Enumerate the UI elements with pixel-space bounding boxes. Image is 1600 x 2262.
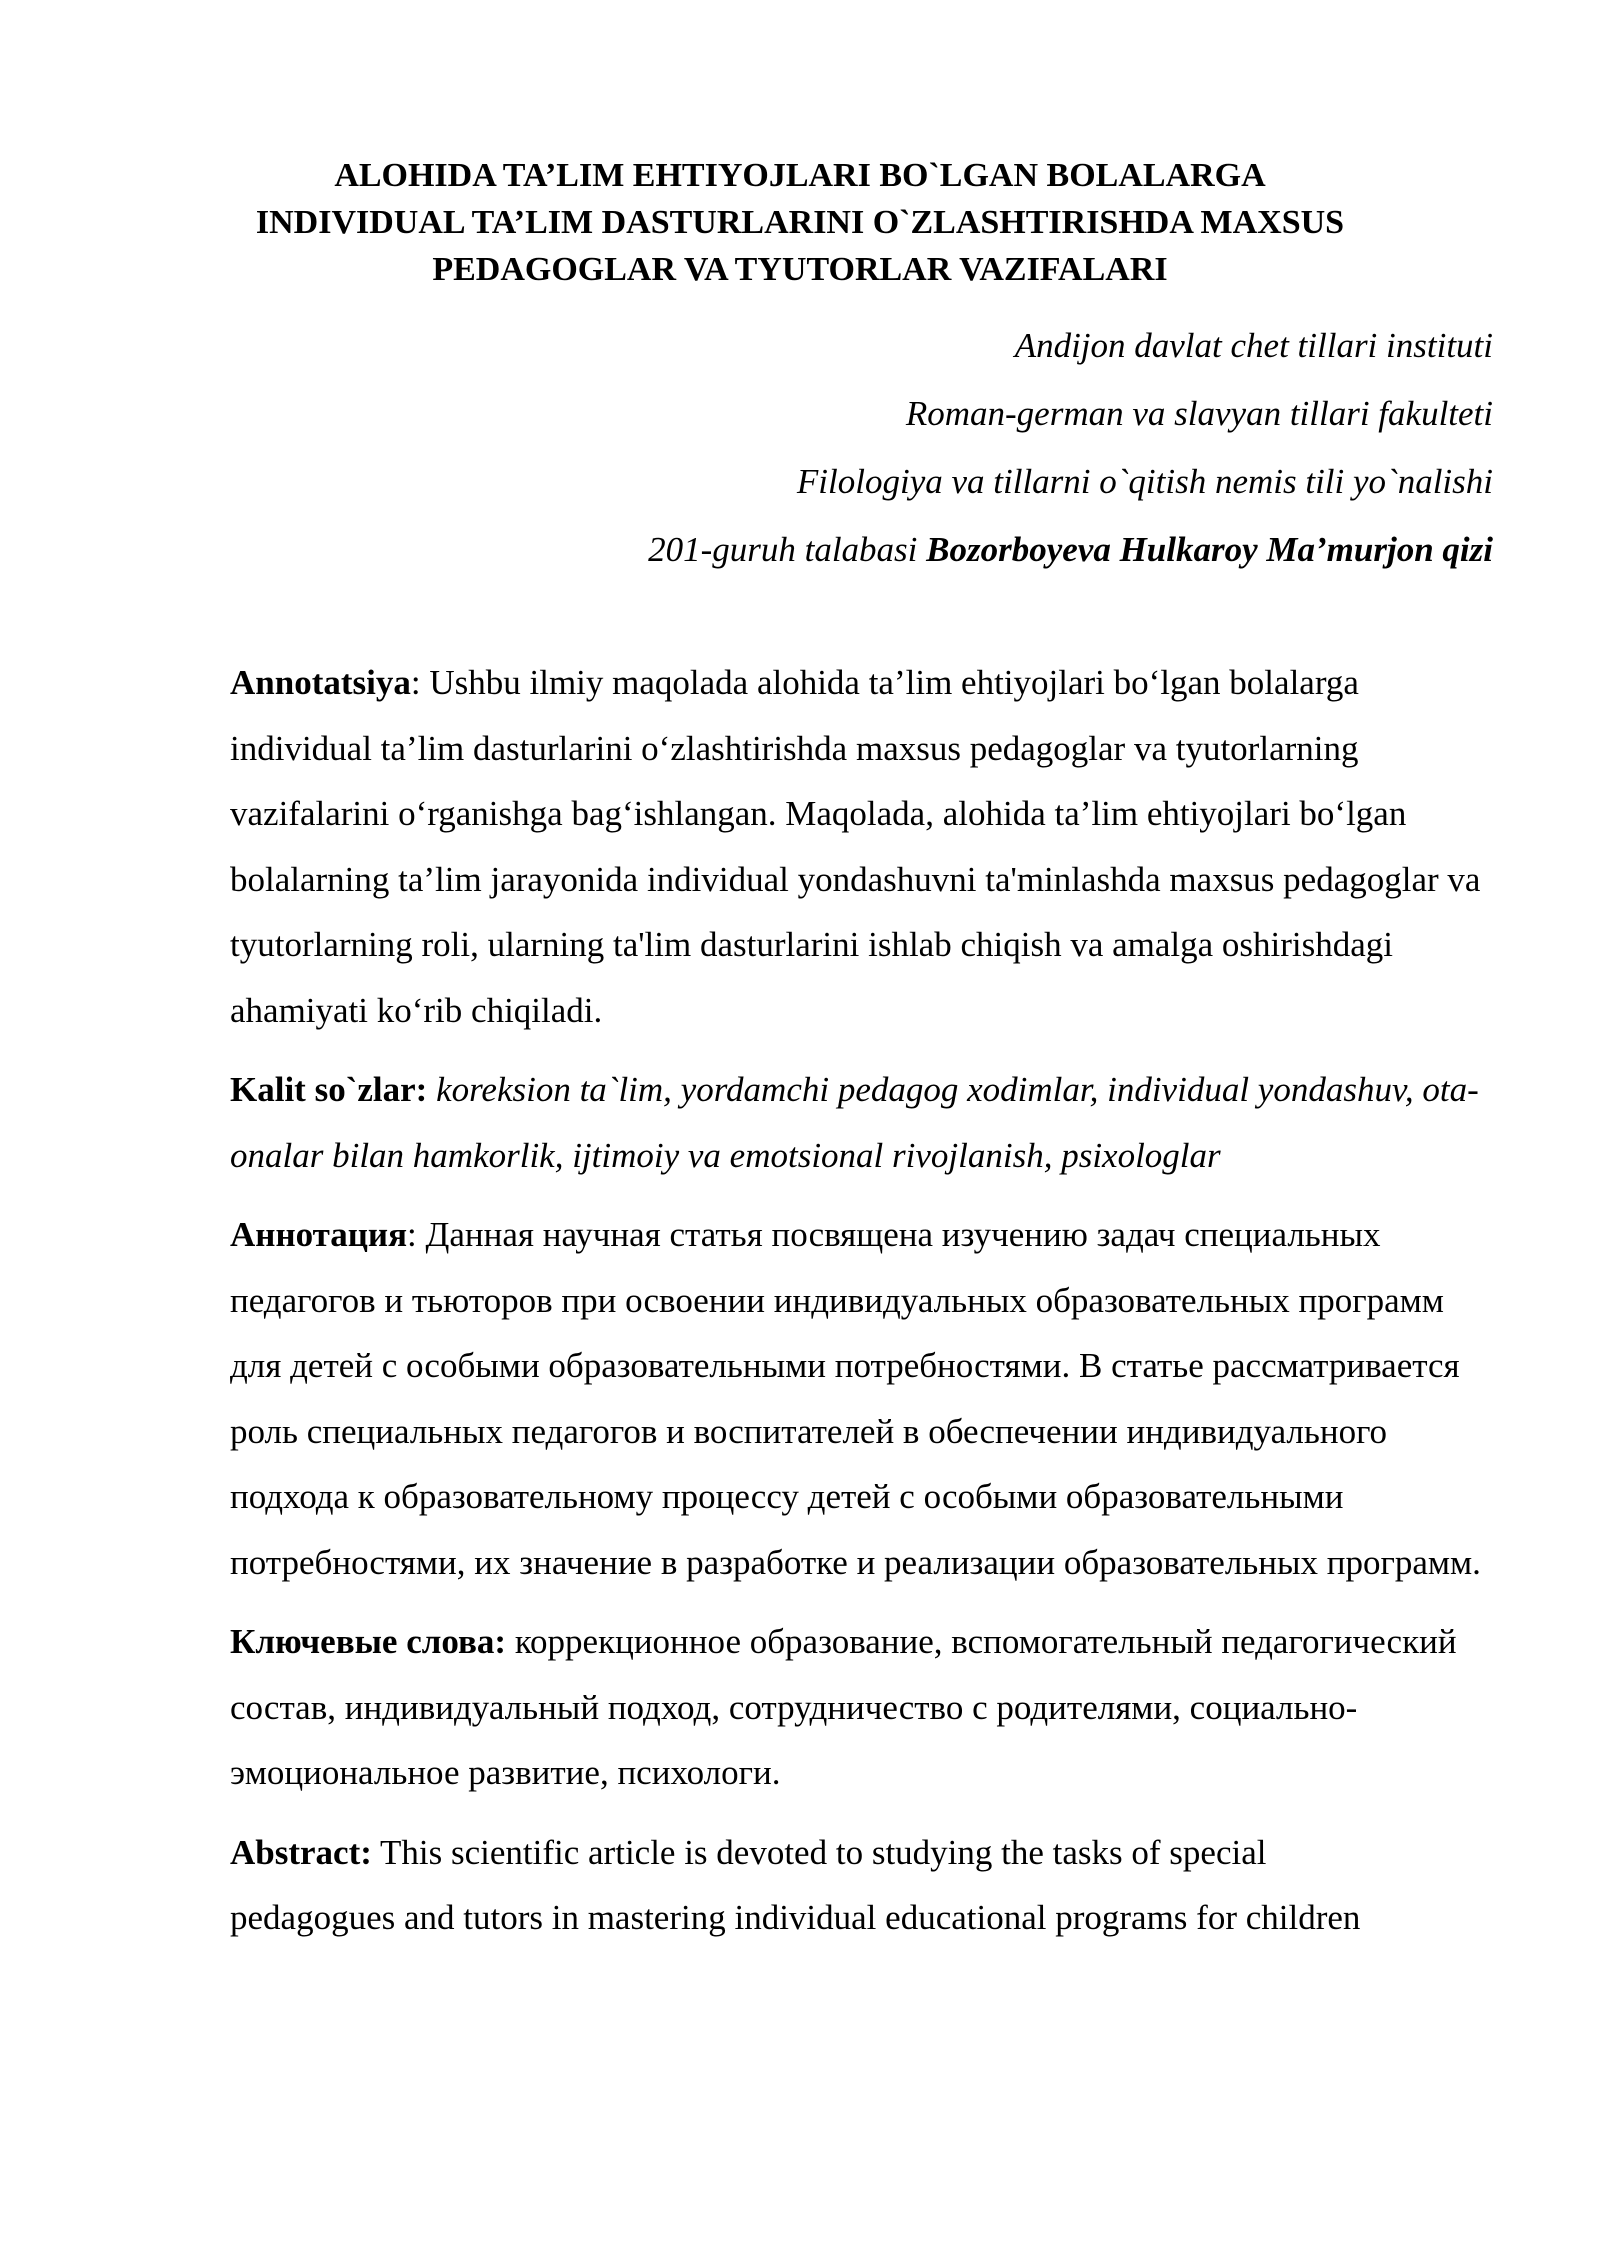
keywords-uz xyxy=(230,1057,1492,1188)
paper-title xyxy=(200,152,1400,293)
annotation-ru-label: Аннотация xyxy=(230,1215,408,1254)
abstract-en-label: Abstract: xyxy=(230,1832,372,1872)
abstract-en xyxy=(230,1820,1492,1951)
keywords-ru-label: Ключевые слова: xyxy=(230,1622,507,1661)
author-affiliation xyxy=(500,312,1493,584)
keywords-ru xyxy=(230,1609,1492,1806)
abstract-en-line: pedagogues and tutors in mastering individual educational programs for children xyxy=(230,1898,1361,1937)
annotation-ru-text: : Данная научная статья посвящена изучению задач специальных педагогов и тьюторов при освоении индивидуальных образовательных программ для детей с особыми образовательными потребностями. В статье рассматривается роль специальных педагогов и воспитателей в обеспечении индивидуального подхода к образовательному процессу детей с особыми образовательными потребностями, их значение в разработке и реализации образовательных программ. xyxy=(230,1215,1481,1582)
annotation-uz xyxy=(230,650,1492,1043)
annotation-uz-text: : Ushbu ilmiy maqolada alohida ta’lim ehtiyojlari bo‘lgan bolalarga individual ta’lim dasturlarini o‘zlashtirishda maxsus pedagoglar va tyutorlarning vazifalarini o‘rganishga bag‘ishlangan. Maqolada, alohida ta’lim ehtiyojlari bo‘lgan bolalarning ta’lim jarayonida individual yondashuvni ta'minlashda maxsus pedagoglar va tyutorlarning roli, ularning ta'lim dasturlarini ishlab chiqish va amalga oshirishdagi ahamiyati ko‘rib chiqiladi. xyxy=(230,663,1481,1030)
annotation-ru xyxy=(230,1202,1492,1595)
abstract-en-line xyxy=(230,1820,1492,1886)
author-name: Bozorboyeva Hulkaroy Ma’murjon qizi xyxy=(926,530,1493,569)
title-line: PEDAGOGLAR VA TYUTORLAR VAZIFALARI xyxy=(432,251,1168,288)
affiliation-group: 201-guruh talabasi xyxy=(648,530,918,569)
affiliation-institute: Andijon davlat chet tillari instituti xyxy=(1014,326,1493,365)
keywords-uz-label: Kalit so`zlar: xyxy=(230,1070,428,1109)
title-line: ALOHIDA TA’LIM EHTIYOJLARI BO`LGAN BOLALARGA xyxy=(334,157,1266,194)
title-line: INDIVIDUAL TA’LIM DASTURLARINI O`ZLASHTIRISHDA MAXSUS xyxy=(255,204,1345,241)
keywords-uz-text: koreksion ta`lim, yordamchi pedagog xodimlar, individual yondashuv, ota-onalar bilan hamkorlik, ijtimoiy va emotsional rivojlanish, psixologlar xyxy=(230,1070,1479,1175)
affiliation-program: Filologiya va tillarni o`qitish nemis tili yo`nalishi xyxy=(796,462,1493,501)
annotation-uz-label: Annotatsiya xyxy=(230,663,411,702)
affiliation-faculty: Roman-german va slavyan tillari fakulteti xyxy=(905,394,1493,433)
abstract-en-text: This scientific article is devoted to studying the tasks of special xyxy=(371,1832,1267,1872)
affiliation-author-line xyxy=(500,516,1493,584)
paper-body xyxy=(230,650,1492,1965)
keywords-ru-text: коррекционное образование, вспомогательный педагогический состав, индивидуальный подход, сотрудничество с родителями, социально-эмоциональное развитие, психологи. xyxy=(230,1622,1457,1792)
